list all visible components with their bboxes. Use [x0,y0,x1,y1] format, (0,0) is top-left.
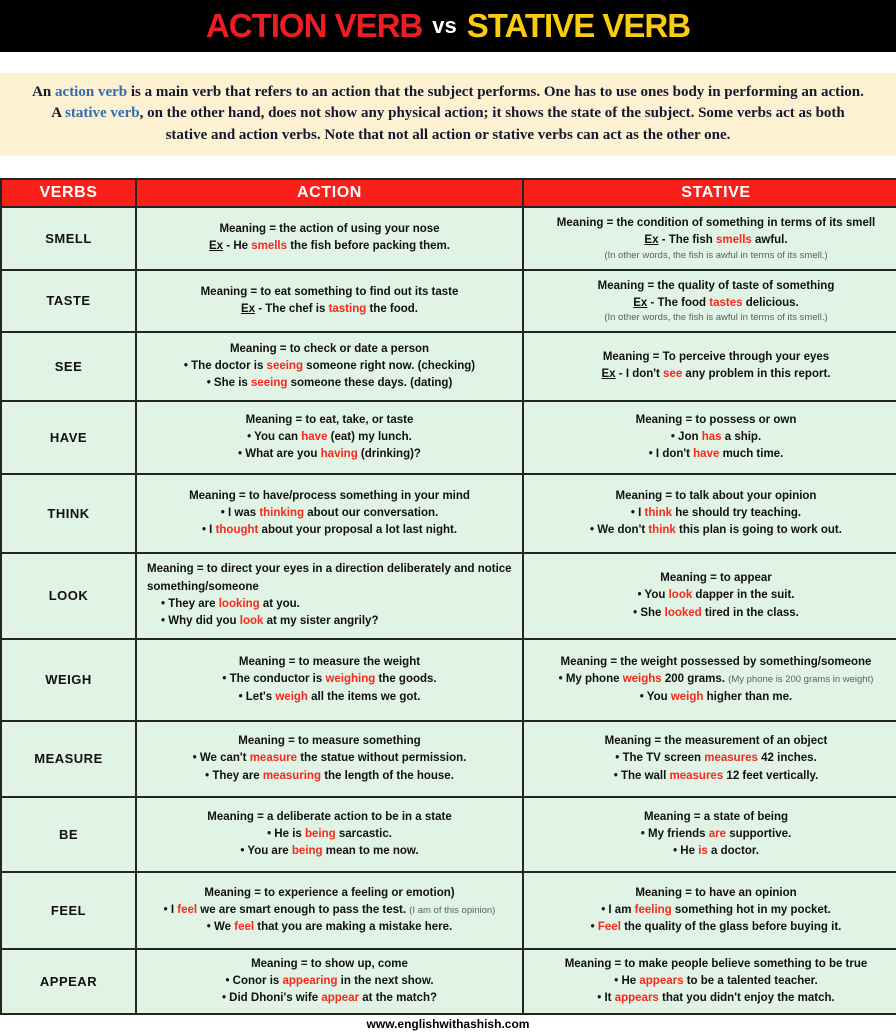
action-cell [136,401,523,474]
text-segment: Meaning = to have/process something in your mind [189,489,470,502]
text-segment: delicious. [742,296,799,309]
column-header-verbs: VERBS [1,179,136,207]
example-line [534,768,896,785]
highlighted-verb: seeing [250,377,288,390]
text-segment: to be a talented teacher. [683,974,818,987]
highlighted-verb: look [668,589,693,602]
text-segment: mean to me now. [322,845,419,858]
verb-name-weigh: WEIGH [1,639,136,721]
text-segment: • They are [205,769,263,782]
action-cell [136,872,523,949]
text-segment: • Conor is [225,974,283,987]
meaning-text [534,349,896,366]
action-cell [136,721,523,797]
text-segment: Meaning = to direct your eyes in a direction deliberately and notice something/someone [147,563,512,593]
meaning-text [147,885,512,902]
table-header-row [1,179,896,207]
text-segment: the quality of the glass before buying it. [620,921,842,934]
verb-name-taste: TASTE [1,270,136,332]
text-segment: • I was [220,506,260,519]
highlighted-verb: measure [249,752,298,765]
text-segment: • My phone [558,673,623,686]
text-segment: • They are [161,597,219,610]
table-row [1,797,896,872]
example-line [147,358,512,375]
table-row [1,207,896,270]
title-bar [0,0,896,52]
highlighted-verb: being [304,827,336,840]
example-line [147,429,512,446]
text-segment: Meaning = to measure something [238,735,421,748]
example-line [534,826,896,843]
text-segment: (eat) my lunch. [327,430,412,443]
verb-name-see: SEE [1,332,136,401]
highlighted-verb: think [644,506,673,519]
table-row [1,270,896,332]
highlighted-verb: feeling [634,903,672,916]
text-segment: he should try teaching. [672,506,802,519]
meaning-text [534,885,896,902]
stative-cell [523,949,896,1014]
text-segment: (drinking)? [357,448,421,461]
text-segment: in the next show. [337,974,434,987]
example-line [147,238,512,255]
meaning-text [534,733,896,750]
action-cell [136,474,523,553]
text-segment: much time. [719,448,784,461]
meaning-text [534,956,896,973]
text-segment: is a main verb that refers to an action that the subject performs. One has to use ones body in performing an action. A [51,84,864,122]
highlighted-verb: measuring [262,769,321,782]
example-line [147,973,512,990]
example-line [534,919,896,936]
example-line [534,505,896,522]
text-segment: • You [639,690,671,703]
example-line [147,522,512,539]
verb-name-measure: MEASURE [1,721,136,797]
text-segment: , on the other hand, does not show any physical action; it shows the state of the subject. Some verbs act as both stative and action verbs. Note that not all action or stative verbs can act as the other one. [139,105,845,143]
meaning-text [147,956,512,973]
highlighted-verb: have [693,448,720,461]
highlighted-verb: look [239,615,264,628]
text-segment: • Did Dhoni's wife [221,992,322,1005]
meaning-text [147,221,512,238]
meaning-text [147,488,512,505]
text-segment: - The food [647,296,710,309]
ex-label: Ex [601,368,616,381]
highlighted-verb: is [698,845,708,858]
ex-label: Ex [240,302,256,315]
verb-name-have: HAVE [1,401,136,474]
text-segment: Meaning = to talk about your opinion [615,489,817,502]
example-line [534,232,896,249]
term-link-text: action verb [55,84,128,100]
example-line [534,843,896,860]
website-footer: www.englishwithashish.com [366,1016,530,1031]
text-segment: - He [223,240,252,253]
text-segment: 200 grams. [661,673,729,686]
text-segment: Meaning = to eat, take, or taste [245,413,414,426]
verb-name-smell: SMELL [1,207,136,270]
text-segment: 42 inches. [757,752,817,765]
text-segment: Meaning = to measure the weight [238,656,421,669]
meaning-text [534,570,896,587]
example-line [534,522,896,539]
table-row [1,474,896,553]
meaning-text [147,412,512,429]
verb-name-feel: FEEL [1,872,136,949]
text-segment: Meaning = the condition of something in terms of its smell [556,217,876,230]
text-segment: • We can't [192,752,250,765]
text-segment: • I don't [648,448,694,461]
meaning-text [534,654,896,671]
table-row [1,639,896,721]
stative-cell [523,207,896,270]
text-segment: dapper in the suit. [692,589,795,602]
example-line [534,429,896,446]
highlighted-verb: looking [218,597,260,610]
intro-paragraph [0,73,896,156]
title-vs: vs [432,13,457,38]
example-line [147,768,512,785]
text-segment: Meaning = to experience a feeling or emotion) [204,886,455,899]
text-segment: the fish before packing them. [287,240,450,253]
meaning-text [147,341,512,358]
meaning-text [534,215,896,232]
text-segment: Meaning = the quality of taste of something [597,279,835,292]
highlighted-verb: Feel [597,921,621,934]
text-segment: awful. [751,234,788,247]
text-segment: • He [614,974,640,987]
example-line [534,446,896,463]
example-line [534,973,896,990]
stative-cell [523,401,896,474]
example-line [147,613,512,630]
text-segment: • The doctor is [183,359,267,372]
example-line [534,990,896,1007]
stative-cell [523,474,896,553]
example-line [534,587,896,604]
text-segment: - The chef is [255,302,329,315]
text-segment: • You [637,589,669,602]
text-segment: about your proposal a lot last night. [258,524,458,537]
highlighted-verb: being [291,845,323,858]
text-segment: at the match? [359,992,438,1005]
meaning-text [147,561,512,596]
example-line [147,446,512,463]
text-segment: Meaning = the action of using your nose [219,223,440,236]
action-cell [136,332,523,401]
example-line [147,902,512,919]
action-cell [136,639,523,721]
highlighted-verb: looked [664,606,702,619]
example-line [147,505,512,522]
example-line [534,750,896,767]
text-segment: • What are you [238,448,321,461]
action-cell [136,270,523,332]
meaning-text [534,809,896,826]
table-row [1,872,896,949]
stative-cell [523,270,896,332]
note-text [534,312,896,324]
text-segment: • Let's [238,690,276,703]
text-segment: (My phone is 200 grams in weight) [728,674,874,686]
meaning-text [147,733,512,750]
text-segment: • I [163,903,178,916]
example-line [147,671,512,688]
text-segment: the length of the house. [321,769,454,782]
highlighted-verb: have [301,430,328,443]
text-segment: • I am [601,903,635,916]
text-segment: Meaning = to have an opinion [635,886,797,899]
text-segment: • I [201,524,216,537]
text-segment: Meaning = to show up, come [251,957,408,970]
highlighted-verb: having [320,448,358,461]
highlighted-verb: has [701,430,722,443]
text-segment: • The TV screen [615,752,705,765]
meaning-text [534,278,896,295]
highlighted-verb: feel [234,921,255,934]
text-segment: Meaning = to possess or own [635,413,797,426]
text-segment: • We [206,921,235,934]
text-segment: • She [633,606,665,619]
text-segment: the goods. [375,673,437,686]
text-segment: the food. [366,302,419,315]
text-segment: someone these days. (dating) [287,377,453,390]
meaning-text [147,284,512,301]
text-segment: • Why did you [161,615,240,628]
stative-cell [523,553,896,639]
text-segment: about our conversation. [304,506,439,519]
text-segment: • He [673,845,699,858]
text-segment: (I am of this opinion) [409,904,496,916]
highlighted-verb: measures [704,752,758,765]
highlighted-verb: measures [669,769,724,782]
example-line [147,375,512,392]
example-line [147,826,512,843]
highlighted-verb: appear [321,992,360,1005]
highlighted-verb: weigh [670,690,704,703]
verbs-table [0,178,896,1015]
highlighted-verb: are [708,827,727,840]
text-segment: we are smart enough to pass the test. [197,903,410,916]
text-segment: - The fish [658,234,716,247]
text-segment: that you didn't enjoy the match. [658,992,835,1005]
example-line [534,689,896,706]
text-segment: • Jon [670,430,702,443]
example-line [534,902,896,919]
example-line [147,301,512,318]
text-segment: something hot in my pocket. [671,903,831,916]
example-line [147,919,512,936]
text-segment: • [590,921,598,934]
highlighted-verb: tastes [709,296,743,309]
text-segment: • My friends [640,827,709,840]
example-line [534,671,896,688]
meaning-text [534,412,896,429]
text-segment: • He is [267,827,305,840]
verb-name-look: LOOK [1,553,136,639]
example-line [147,990,512,1007]
text-segment: • I [630,506,645,519]
text-segment: all the items we got. [307,690,421,703]
verb-name-appear: APPEAR [1,949,136,1014]
text-segment: a doctor. [707,845,759,858]
highlighted-verb: see [663,368,683,381]
stative-cell [523,872,896,949]
ex-label: Ex [633,296,648,309]
highlighted-verb: seeing [266,359,303,372]
text-segment: Meaning = to make people believe something to be true [564,957,868,970]
text-segment: Meaning = to appear [660,572,772,585]
action-cell [136,553,523,639]
ex-label: Ex [644,234,659,247]
text-segment: at you. [259,597,300,610]
stative-cell [523,639,896,721]
text-segment: higher than me. [703,690,793,703]
column-header-stative: STATIVE [523,179,896,207]
title-stative-verb: STATIVE VERB [466,7,691,44]
example-line [147,843,512,860]
text-segment: • We don't [590,524,649,537]
highlighted-verb: appearing [282,974,338,987]
example-line [534,366,896,383]
meaning-text [147,809,512,826]
table-row [1,721,896,797]
highlighted-verb: appears [639,974,684,987]
action-cell [136,949,523,1014]
text-segment: at my sister angrily? [263,615,379,628]
action-cell [136,797,523,872]
text-segment: Meaning = to eat something to find out its taste [200,285,459,298]
example-line [147,596,512,613]
text-segment: someone right now. (checking) [302,359,476,372]
text-segment: tired in the class. [701,606,799,619]
action-cell [136,207,523,270]
text-segment: 12 feet vertically. [723,769,819,782]
table-row [1,332,896,401]
text-segment: • The wall [613,769,670,782]
example-line [147,689,512,706]
text-segment: Meaning = the weight possessed by something/someone [560,656,872,669]
text-segment: any problem in this report. [682,368,831,381]
highlighted-verb: thought [215,524,259,537]
stative-cell [523,332,896,401]
example-line [147,750,512,767]
table-row [1,949,896,1014]
text-segment: Meaning = a state of being [643,810,789,823]
text-segment: Meaning = To perceive through your eyes [602,351,830,364]
text-segment: - I don't [615,368,664,381]
stative-cell [523,797,896,872]
text-segment: that you are making a mistake here. [254,921,453,934]
highlighted-verb: tasting [328,302,367,315]
highlighted-verb: smells [251,240,288,253]
text-segment: the statue without permission. [297,752,467,765]
text-segment: Meaning = a deliberate action to be in a state [207,810,452,823]
verb-name-be: BE [1,797,136,872]
example-line [534,295,896,312]
text-segment: • She is [206,377,251,390]
highlighted-verb: appears [614,992,659,1005]
highlighted-verb: feel [177,903,198,916]
text-segment: (In other words, the fish is awful in terms of its smell.) [604,312,828,324]
note-text [534,250,896,262]
highlighted-verb: think [648,524,676,537]
text-segment: • It [597,992,615,1005]
text-segment: Meaning = to check or date a person [229,342,430,355]
text-segment: An [32,84,56,100]
example-line [534,605,896,622]
highlighted-verb: weigh [275,690,308,703]
stative-cell [523,721,896,797]
ex-label: Ex [209,240,224,253]
highlighted-verb: smells [715,234,752,247]
meaning-text [147,654,512,671]
highlighted-verb: weighing [325,673,376,686]
text-segment: sarcastic. [335,827,392,840]
term-link-text: stative verb [65,105,140,122]
title-action-verb: ACTION VERB [205,7,423,44]
text-segment: this plan is going to work out. [675,524,842,537]
text-segment: a ship. [721,430,762,443]
column-header-action: ACTION [136,179,523,207]
text-segment: Meaning = the measurement of an object [604,735,828,748]
text-segment: (In other words, the fish is awful in terms of its smell.) [604,249,828,261]
text-segment: supportive. [726,827,792,840]
table-row [1,401,896,474]
table-row [1,553,896,639]
verb-name-think: THINK [1,474,136,553]
highlighted-verb: weighs [622,673,662,686]
text-segment: • You are [240,845,292,858]
meaning-text [534,488,896,505]
text-segment: • You can [247,430,302,443]
text-segment: • The conductor is [222,673,326,686]
highlighted-verb: thinking [259,506,305,519]
